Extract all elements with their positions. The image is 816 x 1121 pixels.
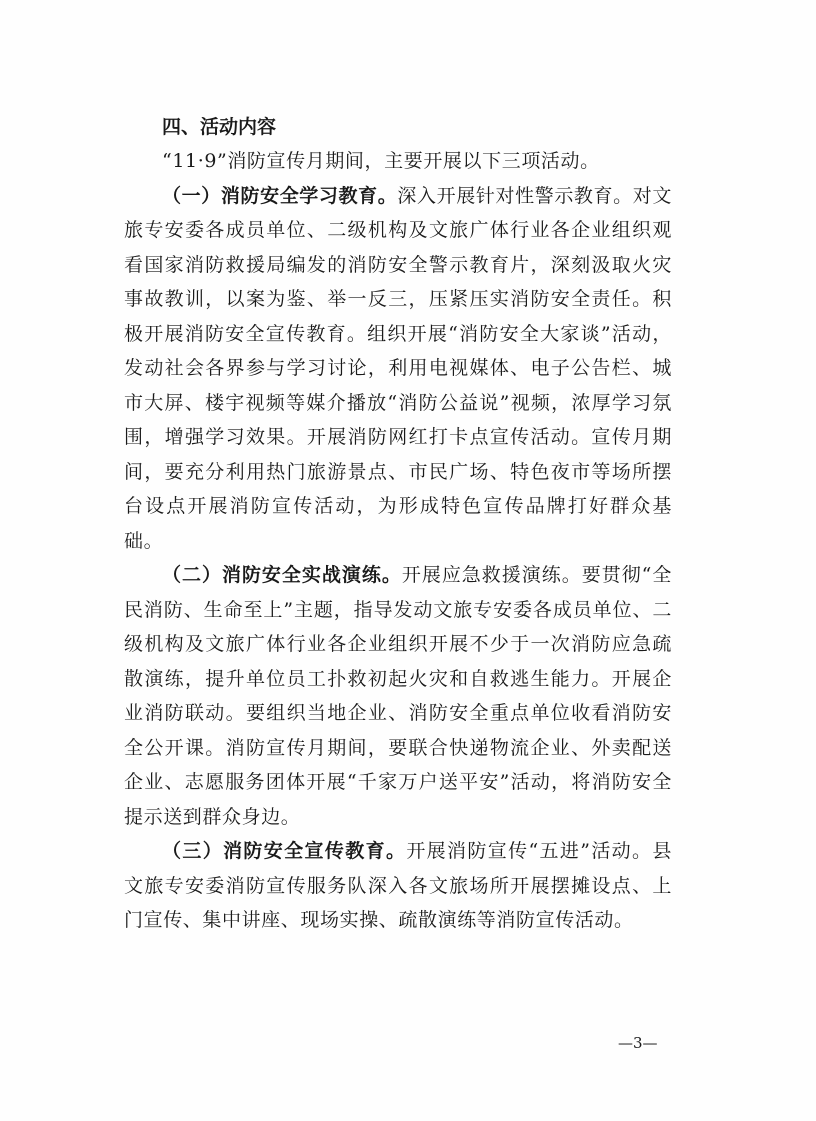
- page-number: —3—: [618, 1034, 658, 1052]
- section-3-body: 开展消防宣传“五进”活动。县文旅专安委消防宣传服务队深入各文旅场所开展摆摊设点、上门宣传、集中讲座、现场实操、疏散演练等消防宣传活动。: [124, 840, 673, 931]
- section-3-title: （三）消防安全宣传教育。: [162, 840, 407, 862]
- section-2-paragraph: [124, 558, 672, 834]
- section-heading: 四、活动内容: [162, 116, 277, 138]
- section-1-paragraph: [124, 179, 672, 559]
- document-body: [124, 110, 672, 938]
- section-2-title: （二）消防安全实战演练。: [162, 564, 402, 586]
- section-3-paragraph: [124, 834, 672, 938]
- section-1-title: （一）消防安全学习教育。: [162, 184, 398, 207]
- section-2-body: 开展应急救援演练。要贯彻“全民消防、生命至上”主题，指导发动文旅专安委各成员单位、二级机构及文旅广体行业各企业组织开展不少于一次消防应急疏散演练，提升单位员工扑救初起火灾和自救逃生能力。开展企业消防联动。要组织当地企业、消防安全重点单位收看消防安全公开课。消防宣传月期间，要联合快递物流企业、外卖配送企业、志愿服务团体开展“千家万户送平安”活动，将消防安全提示送到群众身边。: [124, 564, 672, 828]
- intro-paragraph: “11·9”消防宣传月期间，主要开展以下三项活动。: [162, 150, 600, 172]
- section-1-body: 深入开展针对性警示教育。对文旅专安委各成员单位、二级机构及文旅广体行业各企业组织观看国家消防救援局编发的消防安全警示教育片，深刻汲取火灾事故教训，以案为鉴、举一反三，压紧压实消防安全责任。积极开展消防安全宣传教育。组织开展“消防安全大家谈”活动，发动社会各界参与学习讨论，利用电视媒体、电子公告栏、城市大屏、楼宇视频等媒介播放“消防公益说”视频，浓厚学习氛围，增强学习效果。开展消防网红打卡点宣传活动。宣传月期间，要充分利用热门旅游景点、市民广场、特色夜市等场所摆台设点开展消防宣传活动，为形成特色宣传品牌打好群众基础。: [124, 184, 672, 552]
